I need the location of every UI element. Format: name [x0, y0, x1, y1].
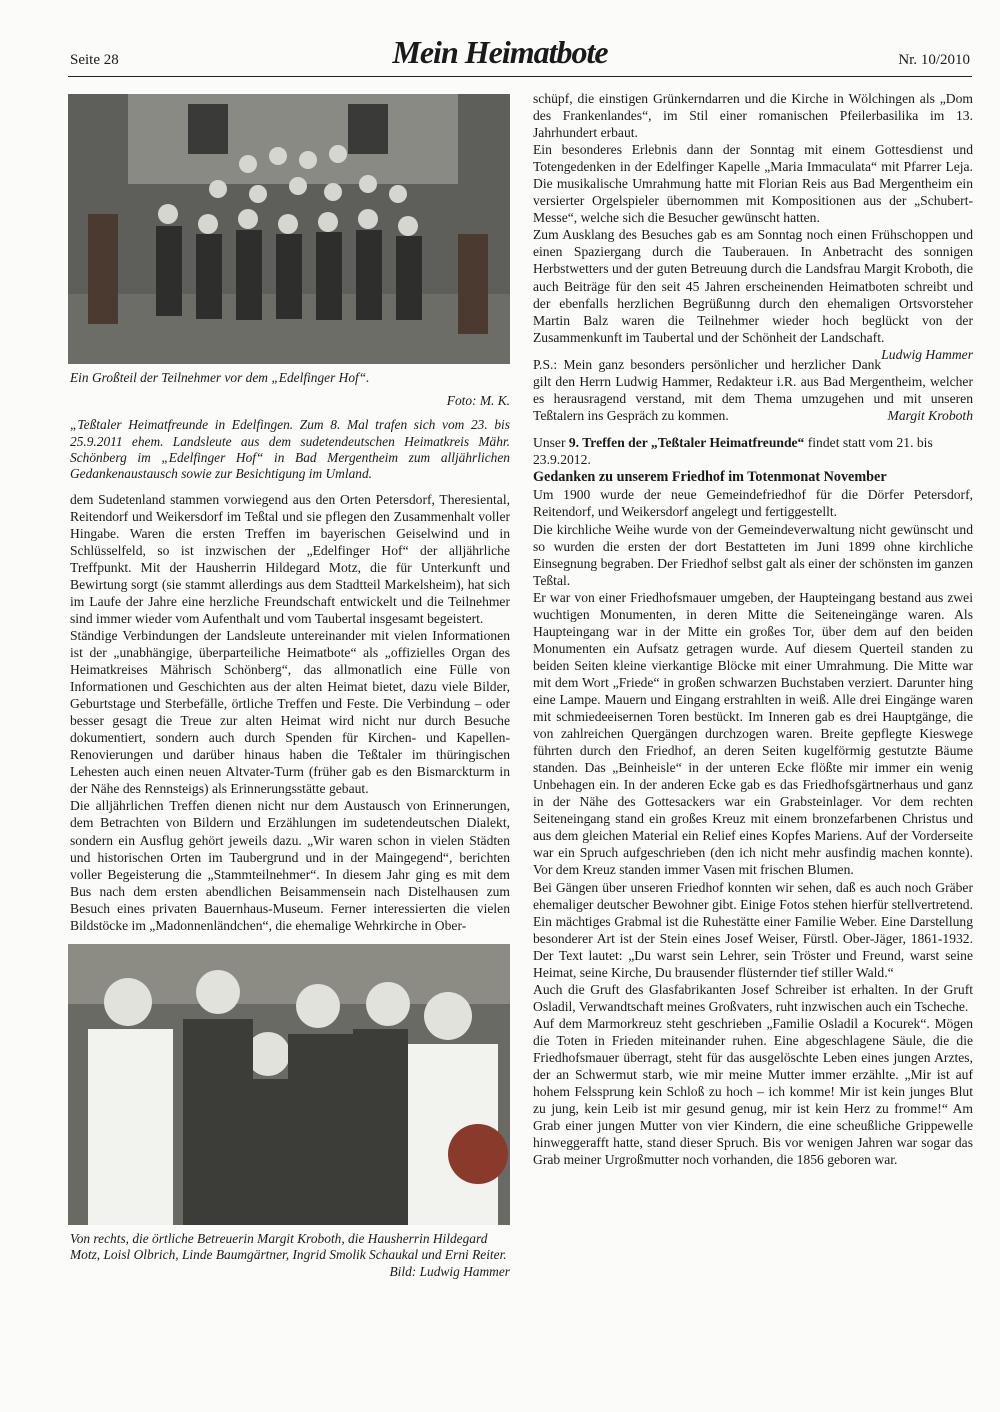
- left-column: [70, 90, 510, 1281]
- notice-event: 9. Treffen der „Teßtaler Heimatfreunde“: [568, 434, 805, 450]
- portrait-photo-illustration: [68, 944, 510, 1225]
- issue-number: Nr. 10/2010: [898, 52, 970, 68]
- group-photo-illustration: [68, 94, 510, 364]
- paragraph: Um 1900 wurde der neue Gemeindefriedhof für die Dörfer Petersdorf, Reitendorf, und Weikersdorf angelegt und fertiggestellt.: [533, 487, 973, 520]
- photo2-caption: [70, 1230, 510, 1280]
- paragraph: Bei Gängen über unseren Friedhof konnten wir sehen, daß es auch noch Gräber ehemaliger deutscher Bewohner gibt. Einige Fotos stehen hierfür stellvertretend. Ein mächtiges Grabmal ist die Ruhestätte einer Familie Weber. Eine Darstellung besonderer Art ist der Stein eines Josef Weiser, Fürstl. Ober-Jäger, 1861-1932. Der Text lautet: „Du warst sein Lehrer, sein Tröster und Freund, warst seine Heimat, seine Kirche, Du brausender flüsternder tief stiller Wald.“: [533, 879, 973, 980]
- photo1-credit: Foto: M. K.: [446, 392, 510, 408]
- paragraph: schüpf, die einstigen Grünkerndarren und die Kirche in Wölchingen als „Dom des Frankenlandes“, im Stil einer romanischen Pfeilerbasilika im 13. Jahrhundert erbaut.: [533, 91, 973, 141]
- cemetery-article: [533, 486, 973, 1168]
- portrait-photo: [68, 944, 510, 1225]
- article-intro: „Teßtaler Heimatfreunde in Edelfingen. Zum 8. Mal trafen sich vom 23. bis 25.9.2011 ehem. Landsleute aus dem sudetendeutschen Heimatkreis Mähr. Schönberg im „Edelfinger Hof“ in Bad Mergentheim zum alljährlichen Gedankenaustausch sowie zur Besichtigung im Umland.: [70, 417, 510, 482]
- paragraph: Die kirchliche Weihe wurde von der Gemeindeverwaltung nicht gewünscht und so wurden die ersten der dort Bestatteten im Juni 1899 ohne kirchliche Einsegnung begraben. Der Friedhof selbst galt als einer der schönsten im ganzen Teßtal.: [533, 521, 973, 588]
- notice-prefix: Unser: [533, 434, 569, 450]
- article-body-left: [70, 491, 510, 934]
- header-rule: [68, 76, 972, 77]
- page-number: Seite 28: [70, 52, 119, 68]
- paragraph: dem Sudetenland stammen vorwiegend aus den Orten Petersdorf, Theresiental, Reitendorf und Weikersdorf im Teßtal und sie pflegen den Zusammenhalt voller Hingabe. Waren die ersten Treffen im bayerischen Geiselwind und in Schlüsselfeld, so ist inzwischen der „Edelfinger Hof“ der alljährliche Treffpunkt. Mit der Hausherrin Hildegard Motz, die für Unterkunft und Bewirtung sorgt (sie stammt allerdings aus dem Stadtteil Markelsheim), hat sich im Laufe der Jahre eine herzliche Freundschaft entwickelt und die Teilnehmer sind immer wieder vom Aufenthalt und vom Taubertal insgesamt begeistert.: [70, 491, 510, 626]
- postscript-text: P.S.: Mein ganz besonders persönlicher und herzlicher Dank gilt den Herrn Ludwig Hammer, Redakteur i.R. aus Bad Mergentheim, welcher es herausragend verstand, mit dem Thema umzugehen und mit unseren Teßtalern ins Gespräch zu kommen.: [533, 356, 973, 423]
- next-meeting-notice: [533, 434, 973, 468]
- paragraph: Ständige Verbindungen der Landsleute untereinander mit vielen Informationen ist der „unabhängige, überparteiliche Heimatbote“ als „offizielles Organ des Heimatkreises Mährisch Schönberg“, das allmonatlich eine Fülle von Informationen und Geschichten aus der alten Heimat bietet, dazu viele Bilder, Geburtstage und Sterbefälle, örtliche Treffen und Feste. Die Verbindung – oder besser gesagt die Treue zur alten Heimat wird nicht nur durch Besuche dokumentiert, sondern auch durch Spenden für Kirchen- und Kapellen-Renovierungen und darüber hinaus haben die Teßtaler im thüringischen Lehesten auch einen neuen Altvater-Turm (früher gab es den Bismarckturm in der Nähe des Rennsteigs) als Erinnerungsstätte gebaut.: [70, 627, 510, 797]
- paragraph: Ein besonderes Erlebnis dann der Sonntag mit einem Gottesdienst und Totengedenken in der Edelfinger Kapelle „Maria Immaculata“ mit Pfarrer Leja. Die musikalische Umrahmung hatte mit Florian Reis aus Bad Mergentheim ein versierter Orgelspieler übernommen mit Kompositionen aus der „Schubert-Messe“, welche sich die Besucher gewünscht hatten.: [533, 142, 973, 226]
- paragraph: Auf dem Marmorkreuz steht geschrieben „Familie Osladil a Kocurek“. Mögen die Toten in Frieden miteinander ruhen. Eine abgeschlagene Säule, die die Friedhofsmauer überragt, steht für das ausgelöschte Leben eines jungen Arztes, der an Schwermut starb, wie mir meine Mutter immer erzählte. „Mir ist auf hohem Felssprung kein Schloß zu hoch – ich komme! Mir ist kein junges Blut zu jung, kein Leib ist mir gesund genug, mir ist kein Herz zu fromme!“ Am Grab einer jungen Mutter von vier Kindern, die eine scheußliche Grippewelle hinweggerafft hatte, stand dieser Spruch. Bis vor wenigen Jahren war sogar das Grab meiner Urgroßmutter noch vorhanden, die 1856 geboren war.: [533, 1015, 973, 1168]
- right-column: [533, 90, 973, 1168]
- photo1-caption: Ein Großteil der Teilnehmer vor dem „Edelfinger Hof“.: [70, 370, 370, 385]
- masthead-logo: Mein Heimatbote: [392, 34, 608, 70]
- paragraph-text: Zum Ausklang des Besuches gab es am Sonntag noch einen Frühschoppen und einen Spaziergang durch die Tauberauen. In Anbetracht des sonnigen Herbstwetters und der guten Betreuung durch die Landsfrau Margit Kroboth, die auch Beiträge für den seit 45 Jahren erscheinenden Heimatboten schreibt und der ebenfalls herzlichen Begrüßunng durch den ehemaligen Ortsvorsteher Martin Balz waren die Teilnehmer wieder hoch beglückt von der Zusammenkunft im Taubertal und der Schönheit der Landschaft.: [533, 227, 973, 345]
- photo2-credit: Bild: Ludwig Hammer: [389, 1264, 510, 1280]
- photo2-caption-text: Von rechts, die örtliche Betreuerin Margit Kroboth, die Hausherrin Hildegard Motz, Loisl Olbrich, Linde Baumgärtner, Ingrid Smolik Schaukal und Erni Reiter.: [70, 1230, 507, 1263]
- postscript: [533, 356, 973, 424]
- group-photo: [68, 94, 510, 364]
- postscript-signature: Margit Kroboth: [887, 407, 973, 423]
- paragraph: Auch die Gruft des Glasfabrikanten Josef Schreiber ist erhalten. In der Gruft Osladil, Verwandtschaft meines Großvaters, ruht inzwischen auch ein Tscheche.: [533, 981, 973, 1014]
- notice-dates: findet statt vom 21. bis 23.9.2012.: [533, 434, 933, 467]
- paragraph: [533, 226, 973, 362]
- article-body-right: [533, 90, 973, 362]
- paragraph: Er war von einer Friedhofsmauer umgeben, der Haupteingang bestand aus zwei wuchtigen Monumenten, in deren Mitte die Seiteneingänge waren. Als Haupteingang war in der Mitte ein großes Tor, über dem auf den beiden Monumenten ein Aufsatz getragen wurde. Auf diesem Querteil standen zu beiden Seiten kleine vierkantige Blöcke mit einer Umrahmung. Die Mitte war mit dem Wort „Friede“ in großen schwarzen Buchstaben verziert. Darunter hing eine Lampe. Mauern und Eingang erstrahlten in weiß. Alle drei Eingänge waren mit schmiedeeisernen Toren bestückt. Im Inneren gab es drei Hauptgänge, die von zahlreichen Quergängen durchzogen waren. Breite gepflegte Kieswege führten durch den Friedhof, an deren Seiten kugelförmig gestutzte Bäume standen. Das „Beinheisle“ in der unteren Ecke flößte mir immer ein wenig Unbehagen ein. In der anderen Ecke gab es das Friedhofsgärtnerhaus und ganz in der Nähe des Gottesackers war ein Grabsteinlager. Vor dem rechten Seiteneingang stand ein großes Kreuz mit einem bronzefarbenen Christus und aus dem gleichen Material ein Relief eines Kopfes Mariens. Auf der Vorderseite war ein Spruch aufgeschrieben (den ich nicht mehr ausfindig machen konnte). Vor dem Kreuz standen immer Vasen mit frischen Blumen.: [533, 589, 973, 878]
- article-heading: Gedanken zu unserem Friedhof im Totenmonat November: [533, 468, 887, 485]
- author-signature: Ludwig Hammer: [881, 346, 973, 362]
- paragraph: Die alljährlichen Treffen dienen nicht nur dem Austausch von Erinnerungen, dem Betrachten von Bildern und Erzählungen im sudetendeutschen Dialekt, sondern ein Ausflug gehört jeweils dazu. „Wir waren schon in vielen Städten und historischen Orten im Taubergrund und in der Maingegend“, berichten voller Begeisterung die „Stammteilnehmer“. In diesem Jahr ging es mit dem Bus nach dem ersten abendlichen Beisammensein nach Distelhausen zum Besuch eines privaten Bauernhaus-Museum. Ferner interessierten die vielen Bildstöcke im „Madonnenländchen“, die ehemalige Wehrkirche in Ober-: [70, 798, 510, 933]
